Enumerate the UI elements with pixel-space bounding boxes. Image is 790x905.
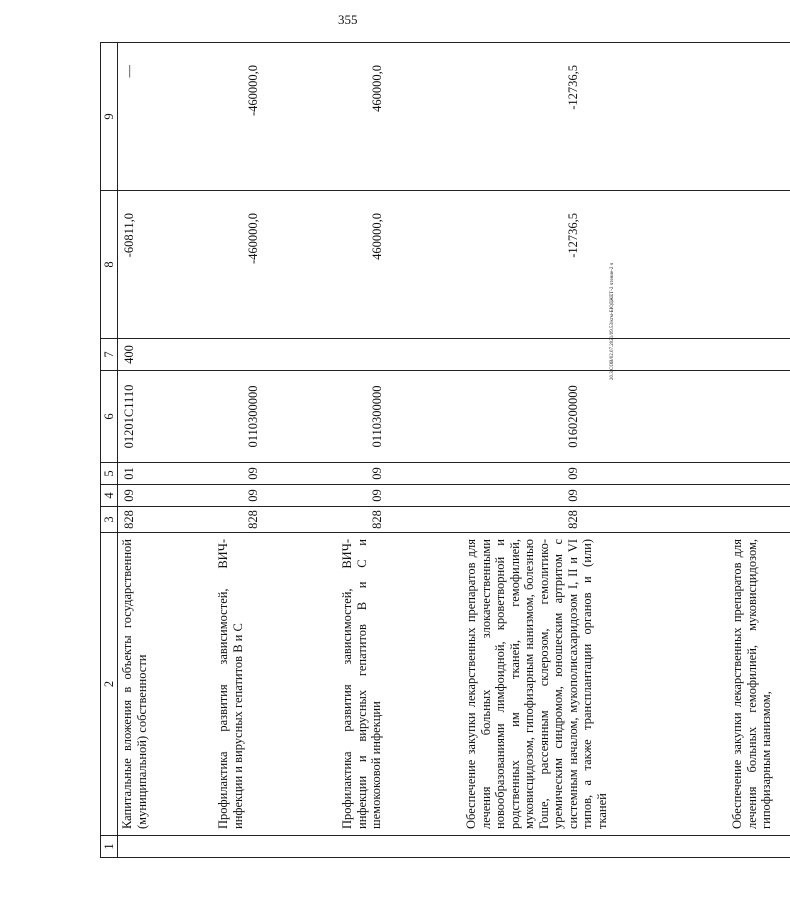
col-header-2: 2 bbox=[101, 533, 118, 836]
amount-year-2: 460000,0 bbox=[322, 43, 446, 191]
page-number: 355 bbox=[338, 12, 358, 27]
amount-year-2 bbox=[716, 43, 790, 191]
table-row bbox=[118, 43, 199, 858]
section-code bbox=[716, 485, 790, 507]
col-header-3: 3 bbox=[101, 507, 118, 533]
row-number bbox=[446, 836, 716, 858]
expense-name: Профилактика развития зависимостей, ВИЧ-инфекции и вирусных гепатитов В и С и шемококовой инфекции bbox=[322, 533, 446, 836]
expense-type: 400 bbox=[118, 339, 199, 371]
table-row bbox=[716, 43, 790, 858]
subsection-code: 09 bbox=[446, 463, 716, 485]
expense-name: Профилактика развития зависимостей, ВИЧ-инфекции и вирусных гепатитов В и С bbox=[198, 533, 322, 836]
row-number bbox=[118, 836, 199, 858]
col-header-8: 8 bbox=[101, 191, 118, 339]
header-row bbox=[101, 43, 118, 858]
expense-type bbox=[198, 339, 322, 371]
col-header-7: 7 bbox=[101, 339, 118, 371]
target-article: 01201С1110 bbox=[118, 371, 199, 463]
expense-name: Капитальные вложения в объекты государственной (муниципальной) собственности bbox=[118, 533, 199, 836]
amount-year-2: -460000,0 bbox=[198, 43, 322, 191]
section-code: 09 bbox=[322, 485, 446, 507]
amount-year-1 bbox=[716, 191, 790, 339]
amount-year-2: — bbox=[118, 43, 199, 191]
col-header-6: 6 bbox=[101, 371, 118, 463]
expense-type bbox=[322, 339, 446, 371]
col-header-4: 4 bbox=[101, 485, 118, 507]
section-code: 09 bbox=[198, 485, 322, 507]
section-code: 09 bbox=[118, 485, 199, 507]
document-code: 20.3/СОВ/02.07.2021/09.53/ктм-БЮДЖЕТ-2 чтение-2 ч bbox=[610, 262, 615, 380]
expense-name: Обеспечение закупки лекарственных препаратов для лечения больных злокачественными новообразованиями лимфоидной, кроветворной и родственных им тканей, гемофилией, муковисцидозом, гипофизарным нанизмом, болезнью Гоше, рассеянным склерозом, гемолитико-уремическим синдромом, юношеским артритом с системным началом, мукополисахаридозом I, II и VI типов, а также трансплантации органов и (или) тканей bbox=[446, 533, 716, 836]
table-row bbox=[198, 43, 322, 858]
expense-type bbox=[716, 339, 790, 371]
ministry-code: 828 bbox=[198, 507, 322, 533]
amount-year-1: -60811,0 bbox=[118, 191, 199, 339]
amount-year-2: -12736,5 bbox=[446, 43, 716, 191]
subsection-code: 09 bbox=[198, 463, 322, 485]
target-article: 0110300000 bbox=[322, 371, 446, 463]
col-header-5: 5 bbox=[101, 463, 118, 485]
expense-type bbox=[446, 339, 716, 371]
target-article bbox=[716, 371, 790, 463]
ministry-code bbox=[716, 507, 790, 533]
col-header-1: 1 bbox=[101, 836, 118, 858]
expense-name: Обеспечение закупки лекарственных препаратов для лечения больных гемофилией, муковисцидозом, гипофизарным нанизмом, bbox=[716, 533, 790, 836]
subsection-code: 09 bbox=[322, 463, 446, 485]
row-number bbox=[322, 836, 446, 858]
amount-year-1: -12736,5 bbox=[446, 191, 716, 339]
target-article: 0110300000 bbox=[198, 371, 322, 463]
section-code: 09 bbox=[446, 485, 716, 507]
subsection-code: 01 bbox=[118, 463, 199, 485]
target-article: 0160200000 bbox=[446, 371, 716, 463]
col-header-9: 9 bbox=[101, 43, 118, 191]
ministry-code: 828 bbox=[322, 507, 446, 533]
ministry-code: 828 bbox=[446, 507, 716, 533]
ministry-code: 828 bbox=[118, 507, 199, 533]
row-number bbox=[716, 836, 790, 858]
budget-table bbox=[100, 42, 790, 858]
table-row bbox=[446, 43, 716, 858]
amount-year-1: 460000,0 bbox=[322, 191, 446, 339]
table-row bbox=[322, 43, 446, 858]
subsection-code bbox=[716, 463, 790, 485]
amount-year-1: -460000,0 bbox=[198, 191, 322, 339]
row-number bbox=[198, 836, 322, 858]
